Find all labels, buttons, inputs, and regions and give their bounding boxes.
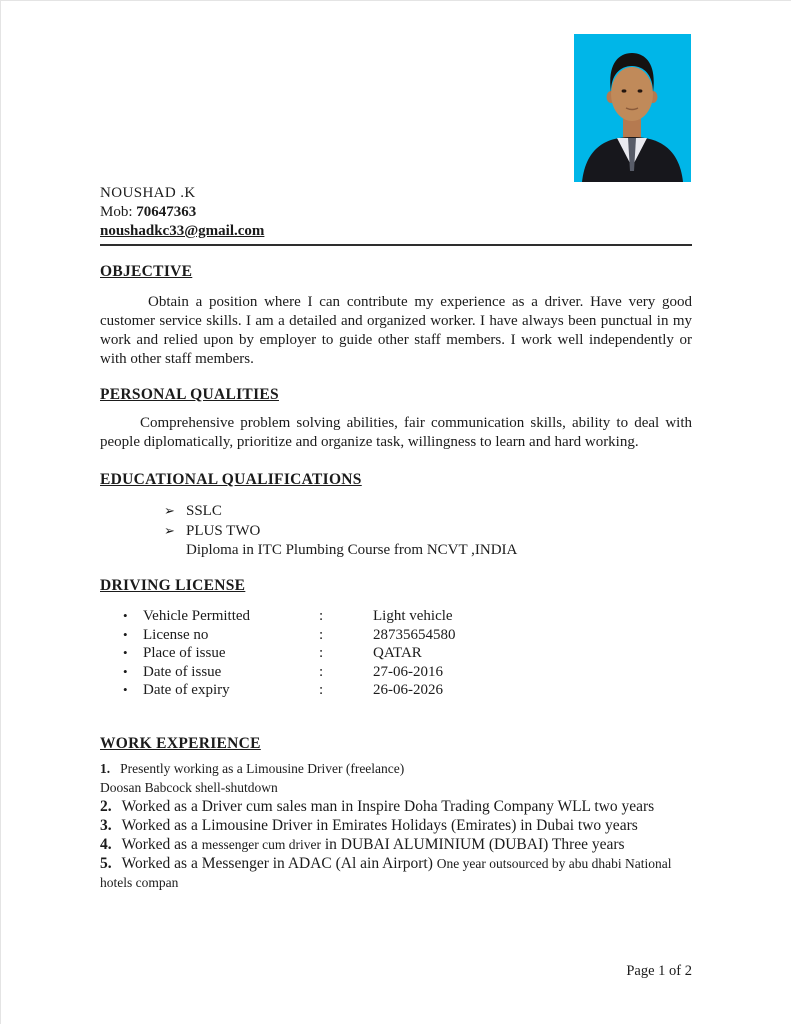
page-number: Page 1 of 2 [626,963,692,979]
work-experience-heading: WORK EXPERIENCE [100,734,261,752]
work-item-1-subline: Doosan Babcock shell-shutdown [100,779,278,795]
license-field-value: 26-06-2026 [373,682,443,698]
license-field-value: Light vehicle [373,608,453,624]
license-row [100,644,692,663]
dot-bullet-icon: • [123,626,128,642]
work-item-number: 1. [100,760,111,776]
work-item-number: 5. [100,854,112,872]
photo-face [611,67,653,121]
personal-qualities-heading: PERSONAL QUALITIES [100,386,279,403]
education-list [100,501,692,560]
mobile-label: Mob: [100,204,137,220]
email-address: noushadkc33@gmail.com [100,223,265,239]
work-item-text: Worked as a Limousine Driver in Emirates Holidays (Emirates) in Dubai two years [121,816,638,834]
work-item-text-small: One year outsourced by abu dhabi National hotels compan [100,855,672,890]
work-item-text: Presently working as a Limousine Driver (freelance) [120,760,405,776]
license-row [100,626,692,645]
colon-separator: : [319,626,324,643]
photo-eye [622,89,627,92]
work-item-1 [100,759,692,778]
education-item [100,521,692,541]
profile-photo [574,34,691,182]
education-extra-line: Diploma in ITC Plumbing Course from NCVT ,INDIA [186,542,518,558]
colon-separator: : [319,663,324,680]
work-item-2 [100,797,692,816]
license-row [100,681,692,700]
license-field-value: 27-06-2016 [373,663,443,680]
candidate-name: NOUSHAD .K [100,185,196,201]
driving-license-heading: DRIVING LICENSE [100,577,246,594]
personal-qualities-paragraph: Comprehensive problem solving abilities, fair communication skills, ability to deal with people diplomatically, prioritize and organize task, willingness to learn and hard working. [100,415,692,450]
work-item-text-small: messenger cum driver [201,836,321,852]
colon-separator: : [319,645,324,661]
arrow-bullet-icon: ➢ [164,523,175,538]
mobile-number: 70647363 [136,204,197,220]
work-item-text: Worked as a Messenger in ADAC (Al ain Airport) [121,854,437,872]
colon-separator: : [319,682,324,698]
colon-separator: : [319,608,324,624]
work-item-5 [100,854,692,892]
license-field-label: License no [143,626,209,643]
dot-bullet-icon: • [123,645,128,660]
license-field-value: 28735654580 [373,626,456,643]
arrow-bullet-icon: ➢ [164,503,175,518]
work-item-number: 3. [100,816,112,834]
work-item-text: Worked as a Driver cum sales man in Inspire Doha Trading Company WLL two years [121,797,655,815]
work-item-number: 4. [100,835,112,853]
dot-bullet-icon: • [123,608,128,623]
driving-license-list [100,607,692,700]
mobile-line [100,203,692,222]
work-experience-list [100,759,692,892]
photo-eye [638,89,643,92]
license-field-label: Vehicle Permitted [143,608,251,624]
dot-bullet-icon: • [123,663,128,679]
license-field-label: Date of expiry [143,682,230,698]
education-item-text: PLUS TWO [186,523,261,539]
license-field-label: Place of issue [143,645,226,661]
license-field-value: QATAR [373,645,422,661]
dot-bullet-icon: • [123,682,128,697]
license-row [100,607,692,626]
work-item-number: 2. [100,797,112,815]
work-item-4 [100,835,692,854]
education-heading: EDUCATIONAL QUALIFICATIONS [100,471,362,488]
objective-paragraph: Obtain a position where I can contribute my experience as a driver. Have very good customer service skills. I am a detailed and organized worker. I have always been punctual in my work and relied upon by employer to guide other staff members. I work well independently or with other staff members. [100,294,692,367]
education-item-text: SSLC [186,503,222,519]
work-item-3 [100,816,692,835]
work-item-text: Worked as a [121,835,202,853]
work-item-text: in DUBAI ALUMINIUM (DUBAI) Three years [320,835,625,853]
license-row [100,663,692,682]
objective-heading: OBJECTIVE [100,263,193,280]
license-field-label: Date of issue [143,663,222,680]
education-item [100,501,692,521]
